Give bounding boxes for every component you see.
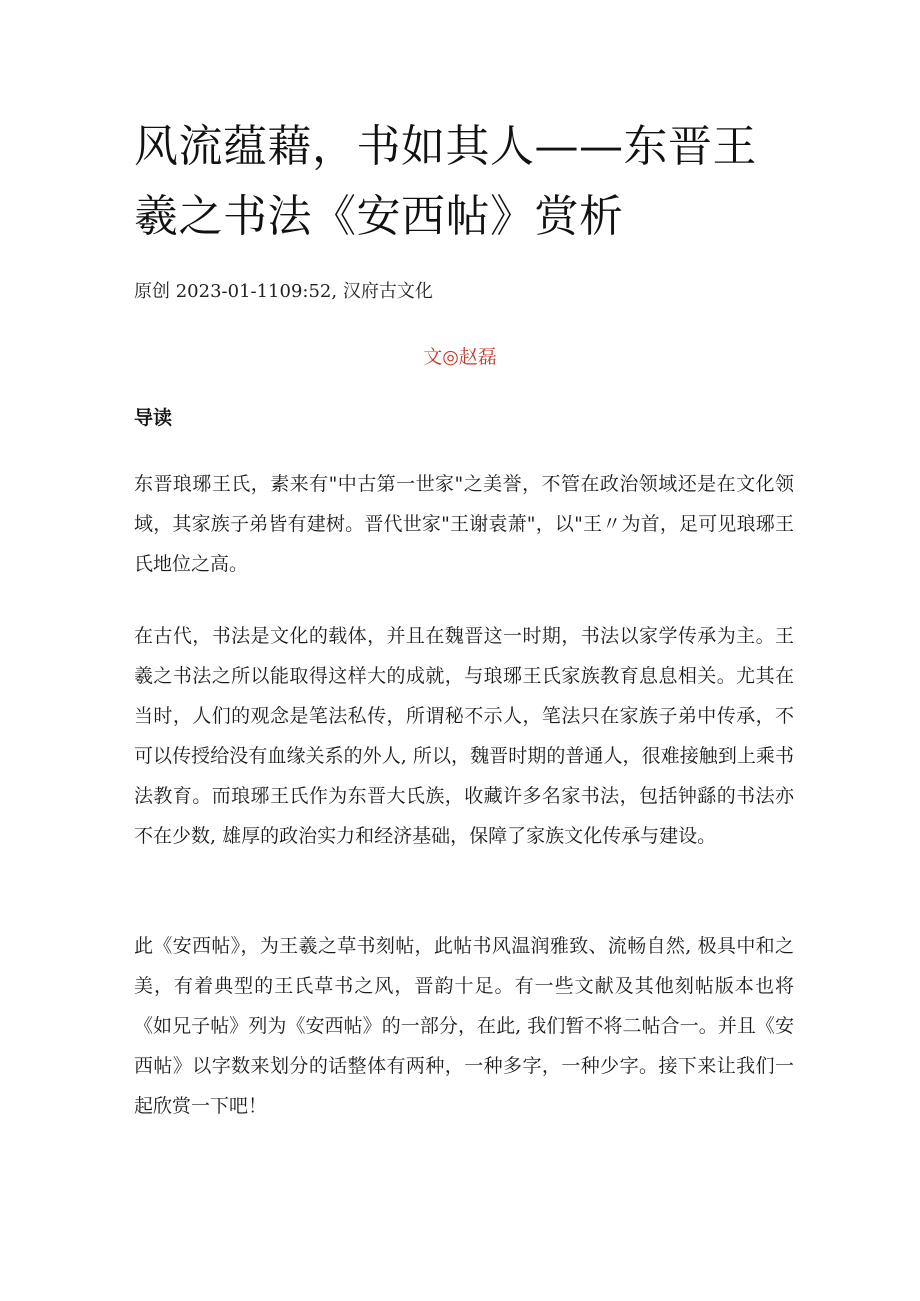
paragraph-1: 东晋琅琊王氏，素来有"中古第一世家"之美誉，不管在政治领域还是在文化领域，其家族子弟皆有建树。晋代世家"王谢袁萧"，以"王〃为首，足可见琅琊王氏地位之高。 bbox=[134, 473, 794, 575]
article-title: 风流蕴藉，书如其人——东晋王羲之书法《安西帖》赏析 bbox=[134, 121, 757, 242]
article-meta: 原创 2023-01-1109:52, 汉府古文化 bbox=[134, 281, 433, 302]
section-heading-intro: 导读 bbox=[134, 407, 173, 429]
author-byline: 文◎赵磊 bbox=[423, 346, 497, 368]
paragraph-2: 在古代，书法是文化的载体，并且在魏晋这一时期，书法以家学传承为主。王羲之书法之所以能取得这样大的成就，与琅琊王氏家族教育息息相关。尤其在当时，人们的观念是笔法私传，所谓秘不示人，笔法只在家族子弟中传承，不可以传授给没有血缘关系的外人, 所以，魏晋时期的普通人，很难接触到上乘书法教育。而琅琊王氏作为东晋大氏族，收藏许多名家书法，包括钟繇的书法亦不在少数, 雄厚的政治实力和经济基础，保障了家族文化传承与建设。 bbox=[134, 625, 794, 847]
paragraph-3: 此《安西帖》，为王羲之草书刻帖，此帖书风温润雅致、流畅自然, 极具中和之美，有着典型的王氏草书之风，晋韵十足。有一些文献及其他刻帖版本也将《如兄子帖》列为《安西帖》的一部分，在此, 我们暂不将二帖合一。并且《安西帖》以字数来划分的话整体有两种，一种多字，一种少字。接下来让我们一起欣赏一下吧！ bbox=[134, 935, 794, 1117]
